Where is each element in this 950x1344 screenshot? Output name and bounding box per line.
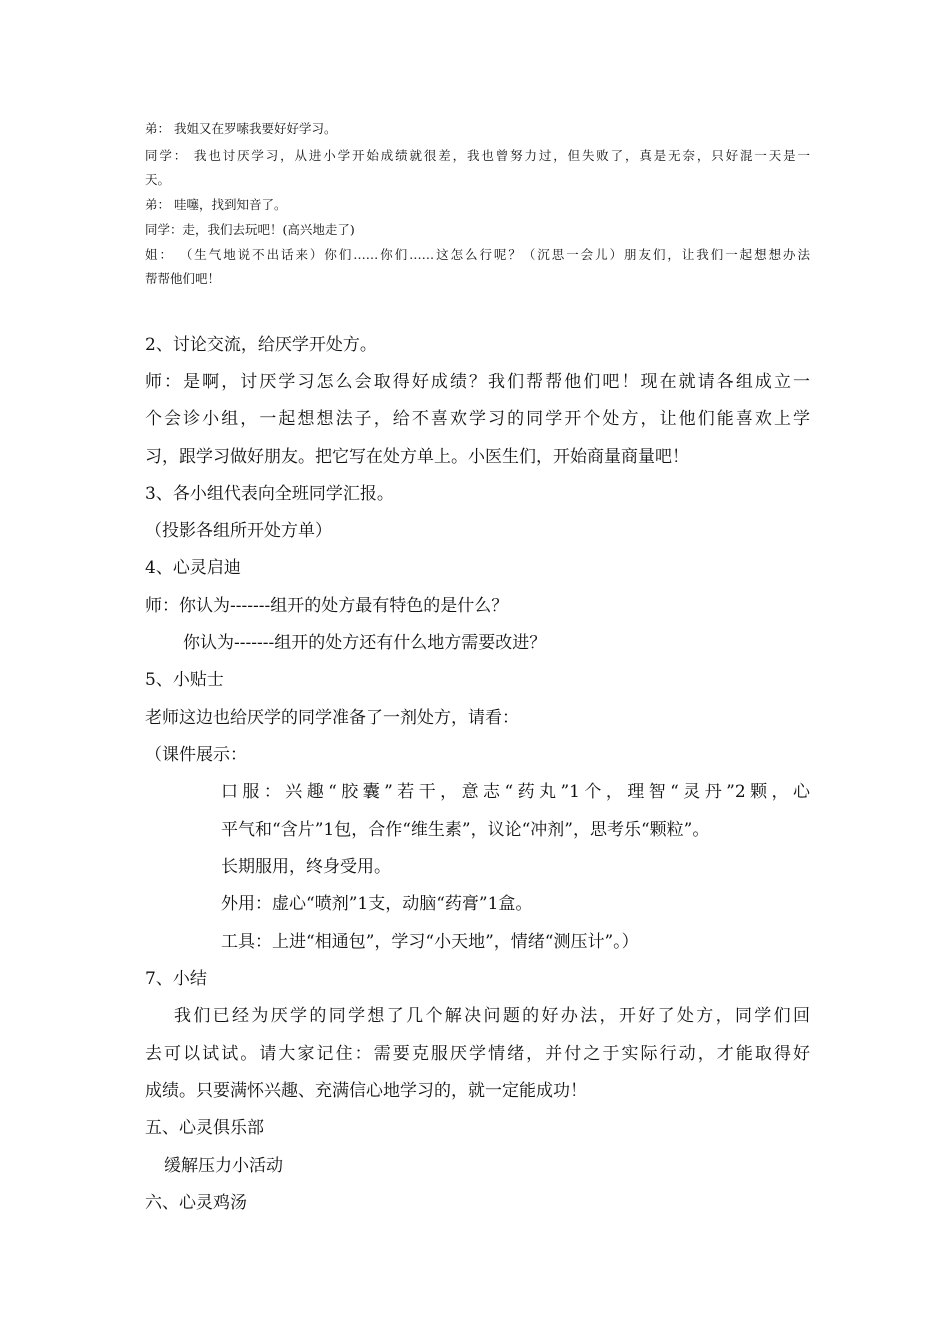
section-heading-summary: 7、小结	[145, 969, 207, 989]
paragraph-teacher-line-3: 习，跟学习做好朋友。把它写在处方单上。小医生们，开始商量商量吧！	[145, 447, 689, 467]
section-heading-inspiration: 4、心灵启迪	[145, 558, 241, 578]
teacher-question-2: 你认为-------组开的处方还有什么地方需要改进？	[183, 633, 547, 653]
paragraph-teacher-line-2: 个会诊小组，一起想想法子，给不喜欢学习的同学开个处方，让他们能喜欢上学	[145, 409, 810, 429]
dialogue-line-classmate-2: 同学：走，我们去玩吧！(高兴地走了)	[145, 222, 355, 237]
dialogue-line-classmate-1: 同学： 我也讨厌学习，从进小学开始成绩就很差，我也曾努力过，但失败了，真是无奈，只好混一天是一	[145, 148, 810, 163]
section-heading-discussion: 2、讨论交流，给厌学开处方。	[145, 335, 377, 355]
section-heading-chicken-soup: 六、心灵鸡汤	[145, 1193, 247, 1213]
prescription-oral-line-2: 平气和“含片”1包，合作“维生素”，议论“冲剂”，思考乐“颗粒”。	[221, 820, 710, 840]
teacher-question-1: 师：你认为-------组开的处方最有特色的是什么？	[145, 596, 509, 616]
summary-line-2: 去可以试试。请大家记住：需要克服厌学情绪，并付之于实际行动，才能取得好	[145, 1044, 810, 1064]
prescription-external: 外用：虚心“喷剂”1支，动脑“药膏”1盒。	[221, 894, 533, 914]
teacher-intro-prescription: 老师这边也给厌学的同学准备了一剂处方，请看：	[145, 708, 519, 728]
dialogue-line-classmate-1-cont: 天。	[145, 172, 171, 187]
prescription-oral-line-1: 口服：兴趣“胶囊”若干，意志“药丸”1个，理智“灵丹”2颗，心	[221, 782, 810, 802]
club-activity: 缓解压力小活动	[164, 1156, 283, 1176]
dialogue-line-brother-2: 弟： 哇噻，找到知音了。	[145, 197, 287, 212]
note-projection: （投影各组所开处方单）	[145, 521, 332, 541]
courseware-open: （课件展示：	[145, 745, 247, 765]
dialogue-line-brother-1: 弟： 我姐又在罗嗦我要好好学习。	[145, 121, 337, 136]
prescription-tools: 工具：上进“相通包”，学习“小天地”，情绪“测压计”。）	[221, 932, 639, 952]
paragraph-teacher-line-1: 师：是啊，讨厌学习怎么会取得好成绩？我们帮帮他们吧！现在就请各组成立一	[145, 372, 810, 392]
section-heading-report: 3、各小组代表向全班同学汇报。	[145, 484, 394, 504]
section-heading-club: 五、心灵俱乐部	[145, 1118, 264, 1138]
dialogue-line-sister: 姐： （生气地说不出话来）你们……你们……这怎么行呢？（沉思一会儿）朋友们，让我们一起想想办法	[145, 247, 810, 262]
summary-line-3: 成绩。只要满怀兴趣、充满信心地学习的，就一定能成功！	[145, 1081, 587, 1101]
summary-line-1: 我们已经为厌学的同学想了几个解决问题的好办法，开好了处方，同学们回	[174, 1006, 810, 1026]
prescription-oral-line-3: 长期服用，终身受用。	[221, 857, 391, 877]
section-heading-tips: 5、小贴士	[145, 670, 224, 690]
dialogue-line-sister-cont: 帮帮他们吧！	[145, 271, 221, 286]
